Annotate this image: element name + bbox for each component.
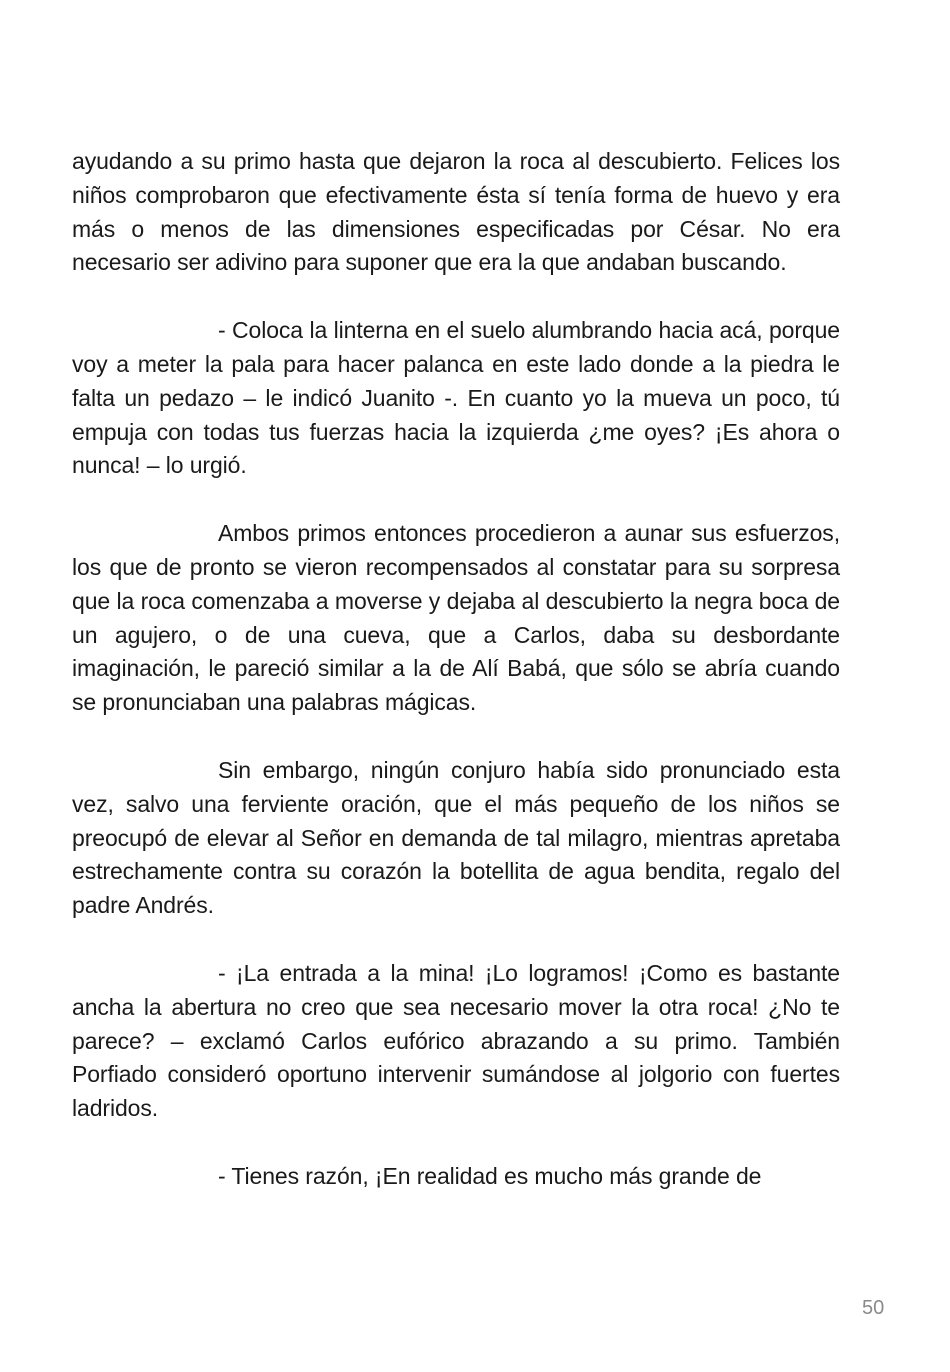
paragraph-1: ayudando a su primo hasta que dejaron la roca al descubierto. Felices los niños comprobaron que efectivamente ésta sí tenía forma de huevo y era más o menos de las dimensiones especificadas por César. No era necesario ser adivino para suponer que era la que andaban buscando. <box>72 148 840 276</box>
paragraph-6: - Tienes razón, ¡En realidad es mucho más grande de <box>218 1162 762 1189</box>
paragraph-5: - ¡La entrada a la mina! ¡Lo logramos! ¡Como es bastante ancha la abertura no creo que sea necesario mover la otra roca! ¿No te parece? – exclamó Carlos eufórico abrazando a su primo. También Porfiado consideró oportuno intervenir sumándose al jolgorio con fuertes ladridos. <box>72 959 840 1122</box>
paragraph-4: Sin embargo, ningún conjuro había sido pronunciado esta vez, salvo una ferviente oración, que el más pequeño de los niños se preocupó de elevar al Señor en demanda de tal milagro, mientras apretaba estrechamente contra su corazón la botellita de agua bendita, regalo del padre Andrés. <box>72 756 840 919</box>
page-body <box>72 145 840 1228</box>
paragraph-3: Ambos primos entonces procedieron a aunar sus esfuerzos, los que de pronto se vieron recompensados al constatar para su sorpresa que la roca comenzaba a moverse y dejaba al descubierto la negra boca de un agujero, o de una cueva, que a Carlos, daba su desbordante imaginación, le pareció similar a la de Alí Babá, que sólo se abría cuando se pronunciaban una palabras mágicas. <box>72 520 840 716</box>
paragraph-2: - Coloca la linterna en el suelo alumbrando hacia acá, porque voy a meter la pala para hacer palanca en este lado donde a la piedra le falta un pedazo – le indicó Juanito -. En cuanto yo la mueva un poco, tú empuja con todas tus fuerzas hacia la izquierda ¿me oyes? ¡Es ahora o nunca! – lo urgió. <box>72 317 840 479</box>
page-number: 50 <box>862 1297 885 1319</box>
